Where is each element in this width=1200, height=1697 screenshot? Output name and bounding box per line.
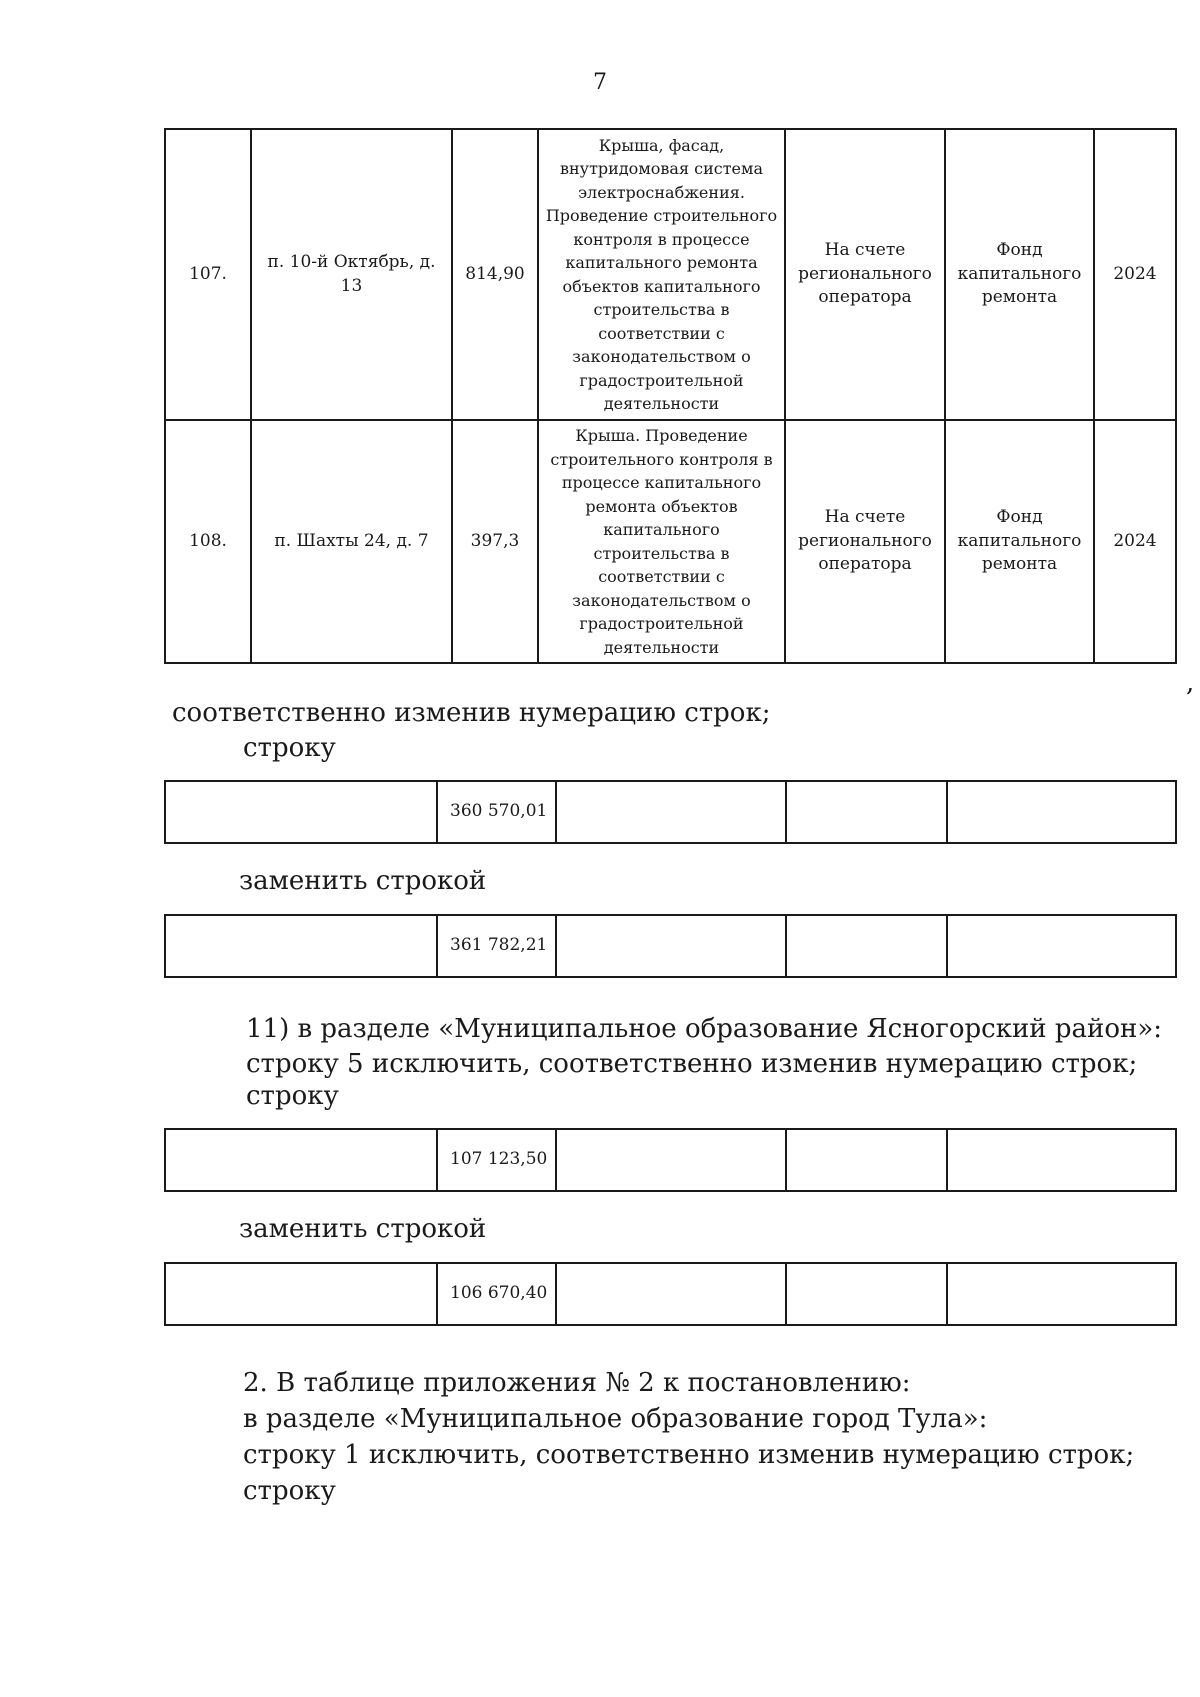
empty-cell: [786, 915, 947, 977]
empty-cell: [556, 915, 786, 977]
empty-cell: [947, 1129, 1176, 1191]
sum-cell: 360 570,01: [437, 781, 556, 843]
paragraph-line: строку: [246, 1081, 339, 1111]
paragraph-line: 11) в разделе «Муниципальное образование Ясногорский район»:: [246, 1014, 1163, 1044]
page-number: 7: [593, 70, 607, 95]
empty-cell: [786, 1263, 947, 1325]
paragraph-line: строку 1 исключить, соответственно изменив нумерацию строк;: [243, 1440, 1135, 1470]
table-row: [165, 915, 1176, 977]
works-cell: Крыша. Проведение строительного контроля в процессе капитального ремонта объектов капитального строительства в соответствии с законодательством о градостроительной деятельности: [538, 420, 785, 663]
total-row-table-new: [164, 914, 1177, 978]
paragraph-line: заменить строкой: [239, 866, 487, 896]
sum-cell: 107 123,50: [437, 1129, 556, 1191]
table-row: [165, 781, 1176, 843]
account-cell: На счете регионального оператора: [785, 129, 945, 420]
address-cell: п. Шахты 24, д. 7: [251, 420, 452, 663]
table-row: [165, 1263, 1176, 1325]
paragraph-line: строку: [243, 1476, 336, 1506]
sum-cell: 361 782,21: [437, 915, 556, 977]
paragraph-line: строку: [243, 733, 336, 763]
empty-cell: [165, 915, 437, 977]
paragraph-line: соответственно изменив нумерацию строк;: [172, 698, 771, 728]
year-cell: 2024: [1094, 129, 1176, 420]
total-row-table-old: [164, 780, 1177, 844]
empty-cell: [165, 1129, 437, 1191]
empty-cell: [947, 781, 1176, 843]
empty-cell: [786, 781, 947, 843]
empty-cell: [556, 1129, 786, 1191]
row-number: 108.: [165, 420, 251, 663]
empty-cell: [165, 1263, 437, 1325]
total-row-table-new: [164, 1262, 1177, 1326]
empty-cell: [947, 1263, 1176, 1325]
empty-cell: [165, 781, 437, 843]
area-cell: 814,90: [452, 129, 538, 420]
area-cell: 397,3: [452, 420, 538, 663]
row-number: 107.: [165, 129, 251, 420]
trailing-comma: ,: [1186, 668, 1195, 698]
source-cell: Фонд капитального ремонта: [945, 420, 1094, 663]
main-table: [164, 128, 1177, 664]
year-cell: 2024: [1094, 420, 1176, 663]
source-cell: Фонд капитального ремонта: [945, 129, 1094, 420]
empty-cell: [556, 1263, 786, 1325]
sum-cell: 106 670,40: [437, 1263, 556, 1325]
empty-cell: [947, 915, 1176, 977]
paragraph-line: 2. В таблице приложения № 2 к постановлению:: [243, 1368, 911, 1398]
empty-cell: [786, 1129, 947, 1191]
total-row-table-old: [164, 1128, 1177, 1192]
account-cell: На счете регионального оператора: [785, 420, 945, 663]
paragraph-line: строку 5 исключить, соответственно изменив нумерацию строк;: [246, 1049, 1138, 1079]
table-row: [165, 1129, 1176, 1191]
paragraph-line: заменить строкой: [239, 1214, 487, 1244]
paragraph-line: в разделе «Муниципальное образование город Тула»:: [243, 1404, 988, 1434]
empty-cell: [556, 781, 786, 843]
address-cell: п. 10-й Октябрь, д. 13: [251, 129, 452, 420]
table-row: [165, 129, 1176, 420]
table-row: [165, 420, 1176, 663]
works-cell: Крыша, фасад, внутридомовая система электроснабжения. Проведение строительного контроля в процессе капитального ремонта объектов капитального строительства в соответствии с законодательством о градостроительной деятельности: [538, 129, 785, 420]
